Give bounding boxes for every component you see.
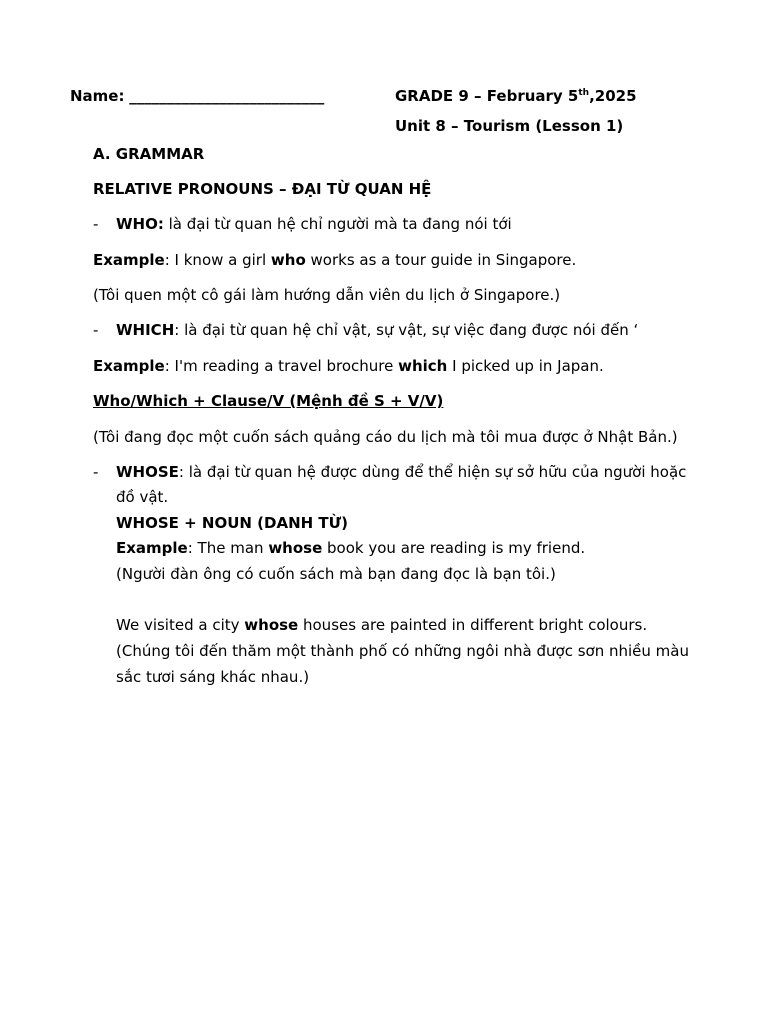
bullet-dash: - [93, 321, 99, 339]
example-label: Example [116, 539, 188, 557]
whose-translation-2: (Chúng tôi đến thăm một thành phố có những ngôi nhà được sơn nhiều màu [116, 642, 689, 660]
which-translation: (Tôi đang đọc một cuốn sách quảng cáo du lịch mà tôi mua được ở Nhật Bản.) [93, 428, 678, 446]
name-blank: __________________________ [129, 87, 325, 105]
bullet-dash: - [93, 463, 99, 481]
keyword: whose [244, 616, 299, 634]
who-term: WHO: [116, 215, 164, 233]
example-label: Example [93, 251, 165, 269]
who-translation: (Tôi quen một cô gái làm hướng dẫn viên du lịch ở Singapore.) [93, 286, 561, 304]
name-label: Name: [70, 87, 125, 105]
keyword: whose [268, 539, 323, 557]
grade-date-line [395, 86, 637, 106]
grade-date-text: GRADE 9 – February 5 [395, 87, 579, 105]
whose-translation: (Người đàn ông có cuốn sách mà bạn đang đọc là bạn tôi.) [116, 565, 556, 583]
whose-translation-2-cont: sắc tươi sáng khác nhau.) [116, 668, 310, 686]
date-ordinal: th [578, 88, 590, 98]
which-definition-text: : là đại từ quan hệ chỉ vật, sự vật, sự việc đang được nói đến ‘ [174, 321, 639, 339]
who-definition [116, 214, 512, 234]
section-heading: A. GRAMMAR [93, 145, 205, 163]
which-term: WHICH [116, 321, 175, 339]
keyword: who [270, 251, 306, 269]
which-definition [116, 320, 638, 340]
unit-title: Unit 8 – Tourism (Lesson 1) [395, 117, 624, 135]
unit-line [395, 116, 623, 136]
whose-example-2: We visited a city whose houses are painted in different bright colours. [116, 616, 648, 634]
keyword: which [398, 357, 448, 375]
name-line [70, 86, 324, 106]
whose-example: Example: The man whose book you are reading is my friend. [116, 539, 586, 557]
year-text: ,2025 [589, 87, 637, 105]
whose-definition [116, 462, 686, 482]
who-definition-text: là đại từ quan hệ chỉ người mà ta đang nói tới [163, 215, 512, 233]
which-example: Example: I'm reading a travel brochure which I picked up in Japan. [93, 357, 604, 375]
whose-definition-cont: đồ vật. [116, 488, 169, 506]
example-label: Example [93, 357, 165, 375]
bullet-dash: - [93, 215, 99, 233]
topic-heading: RELATIVE PRONOUNS – ĐẠI TỪ QUAN HỆ [93, 180, 432, 198]
whose-definition-text: : là đại từ quan hệ được dùng để thể hiện sự sở hữu của người hoặc [178, 463, 687, 481]
who-example: Example: I know a girl who works as a tour guide in Singapore. [93, 251, 577, 269]
which-formula: Who/Which + Clause/V (Mệnh đề S + V/V) [93, 392, 444, 410]
whose-formula: WHOSE + NOUN (DANH TỪ) [116, 514, 349, 532]
whose-term: WHOSE [116, 463, 179, 481]
